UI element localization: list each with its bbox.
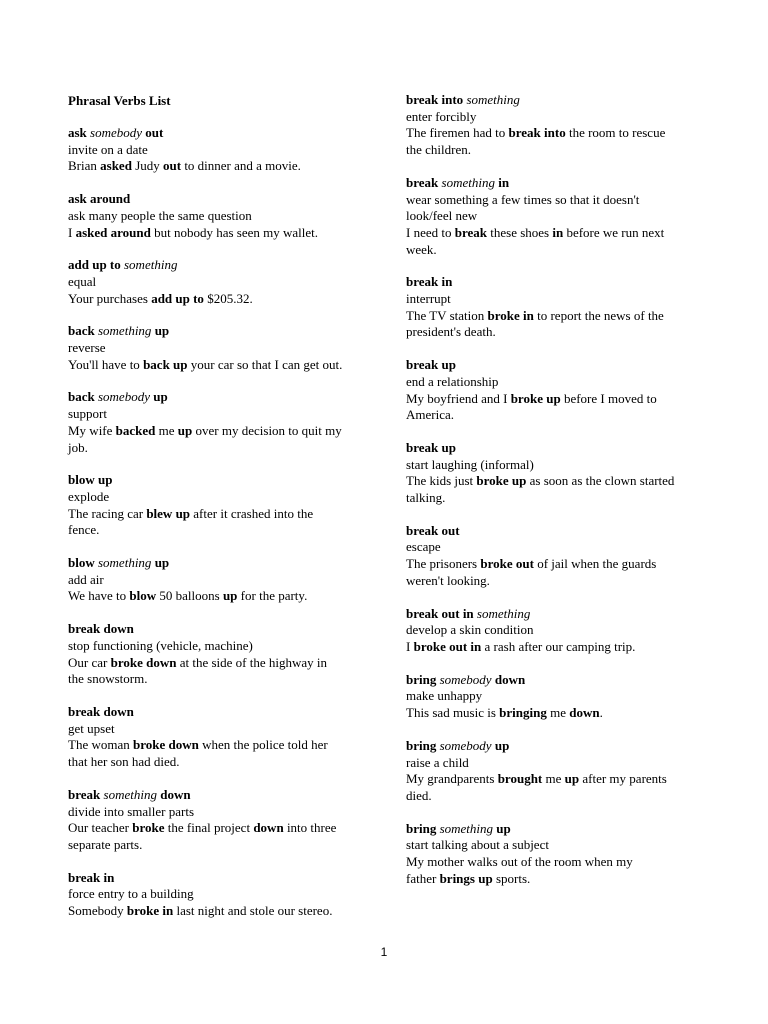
entry-definition: wear something a few times so that it doesn't [406, 191, 640, 207]
entry-example-line [406, 125, 716, 142]
entry-example-line [68, 158, 368, 175]
entry-definition: raise a child [406, 754, 469, 770]
entry-definition: make unhappy [406, 688, 483, 704]
entry-headword [406, 92, 716, 109]
text-run: of jail when the guards [533, 556, 657, 572]
phrasal-verb-entry [406, 274, 716, 341]
entry-headword [406, 175, 716, 192]
text-run: a rash after our camping trip. [481, 638, 636, 654]
bold-text: break up [406, 439, 456, 455]
text-run: I [406, 638, 414, 654]
text-run: the snowstorm. [68, 671, 148, 687]
entry-definition: enter forcibly [406, 108, 477, 124]
entry-example-line [68, 837, 368, 854]
entry-definition: divide into smaller parts [68, 803, 195, 819]
entry-headword [406, 672, 716, 689]
text-run: Our car [68, 654, 111, 670]
text-run: before we run next [563, 224, 665, 240]
entry-definition: escape [406, 539, 441, 555]
entry-headword [68, 704, 368, 721]
entry-example-line [68, 357, 368, 374]
phrasal-verb-entry [68, 787, 368, 854]
bold-text: break out in [406, 605, 477, 621]
text-run: for the party. [237, 588, 308, 604]
text-run: This sad music is [406, 705, 500, 721]
text-run: We have to [68, 588, 130, 604]
text-run: sports. [492, 870, 531, 886]
bold-text: down [569, 705, 600, 721]
text-run: me [546, 705, 570, 721]
bold-text: back [68, 389, 98, 405]
entry-headword [68, 555, 368, 572]
italic-text: somebody [97, 389, 150, 405]
entry-definition: add air [68, 571, 104, 587]
entry-headword [68, 125, 368, 142]
text-run: Judy [131, 158, 163, 174]
bold-text: blow [68, 555, 98, 571]
text-run: after it crashed into the [190, 505, 314, 521]
phrasal-verb-entry [406, 92, 716, 159]
entry-example-line [406, 142, 716, 159]
entry-definition: reverse [68, 340, 106, 356]
entry-example-line [68, 655, 368, 672]
bold-text: up [493, 820, 511, 836]
text-run: Brian [68, 158, 101, 174]
entry-definition: interrupt [406, 291, 451, 307]
text-run: My boyfriend and I [406, 390, 511, 406]
entry-definition: equal [68, 273, 97, 289]
bold-text: back [68, 323, 98, 339]
entry-definition: force entry to a building [68, 886, 194, 902]
text-run: fence. [68, 522, 100, 538]
entry-example-line [406, 639, 716, 656]
italic-text: somebody [439, 737, 492, 753]
phrasal-verb-entry [68, 472, 368, 539]
entry-example-line [406, 407, 716, 424]
entry-example-line [406, 225, 716, 242]
text-run: Your purchases [68, 290, 152, 306]
bold-text: broke up [476, 473, 527, 489]
bold-text: break [454, 224, 487, 240]
entry-example-line [406, 854, 716, 871]
entry-headword [68, 323, 368, 340]
text-run: Our teacher [68, 820, 133, 836]
text-run: week. [406, 241, 437, 257]
entry-example-line [406, 391, 716, 408]
text-run: $205.32. [203, 290, 253, 306]
entry-example-line [406, 490, 716, 507]
entry-definition-continued: look/feel new [406, 208, 478, 224]
entry-example-line [68, 522, 368, 539]
entry-headword [68, 389, 368, 406]
text-run: I [68, 224, 76, 240]
phrasal-verb-entry [68, 191, 368, 241]
text-run: My wife [68, 422, 116, 438]
bold-text: break down [68, 621, 134, 637]
text-run: talking. [406, 490, 446, 506]
bold-text: broke [132, 820, 165, 836]
phrasal-verb-entry [68, 125, 368, 175]
bold-text: broke out [480, 556, 534, 572]
bold-text: break into [508, 125, 566, 141]
italic-text: something [97, 323, 152, 339]
entry-headword [68, 621, 368, 638]
entry-example-line [68, 820, 368, 837]
text-run: these shoes [487, 224, 553, 240]
entry-definition: explode [68, 488, 110, 504]
bold-text: broke in [487, 307, 534, 323]
phrasal-verb-entry [406, 175, 716, 259]
bold-text: bring [406, 737, 440, 753]
phrasal-verb-entry [406, 440, 716, 507]
entry-headword [406, 523, 716, 540]
bold-text: broke down [110, 654, 177, 670]
text-run: me [542, 771, 565, 787]
entry-example-line [68, 754, 368, 771]
phrasal-verb-entry [406, 606, 716, 656]
text-run: last night and stole our stereo. [173, 903, 333, 919]
entry-example-line [406, 573, 716, 590]
bold-text: break in [68, 869, 115, 885]
text-run: when the police told her [198, 737, 328, 753]
bold-text: broke up [510, 390, 561, 406]
entry-headword [406, 274, 716, 291]
entry-headword [406, 357, 716, 374]
bold-text: in [552, 224, 564, 240]
text-run: to dinner and a movie. [181, 158, 301, 174]
entry-headword [68, 787, 368, 804]
phrasal-verb-entry [406, 672, 716, 722]
phrasal-verb-entry [68, 621, 368, 688]
entry-definition: start talking about a subject [406, 837, 549, 853]
bold-text: add up to [151, 290, 204, 306]
phrasal-verb-entry [68, 870, 368, 920]
bold-text: ask [68, 125, 91, 140]
text-run: The racing car [68, 505, 147, 521]
text-run: but nobody has seen my wallet. [150, 224, 319, 240]
bold-text: break into [406, 92, 467, 107]
entry-definition: develop a skin condition [406, 622, 534, 638]
entry-definition: ask many people the same question [68, 207, 252, 223]
bold-text: break [68, 786, 104, 802]
text-run: before I moved to [560, 390, 657, 406]
entry-headword [406, 738, 716, 755]
italic-text: somebody [439, 671, 492, 687]
italic-text: somebody [90, 125, 143, 140]
phrasal-verb-entry [406, 738, 716, 805]
page-title: Phrasal Verbs List [68, 93, 171, 108]
text-run: separate parts. [68, 836, 143, 852]
bold-text: break out [406, 522, 460, 538]
phrasal-verb-entry [68, 389, 368, 456]
text-run: the children. [406, 142, 471, 158]
entry-example-line [68, 506, 368, 523]
text-run: your car so that I can get out. [187, 356, 343, 372]
text-run: after my parents [579, 771, 667, 787]
entry-headword [68, 191, 368, 208]
bold-text: blew up [146, 505, 191, 521]
bold-text: bring [406, 671, 440, 687]
page-number: 1 [380, 945, 388, 959]
italic-text: something [97, 555, 152, 571]
text-run: the room to rescue [565, 125, 666, 141]
bold-text: up [564, 771, 580, 787]
italic-text: something [124, 257, 178, 273]
text-run: The woman [68, 737, 133, 753]
text-run: into three [283, 820, 337, 836]
bold-text: in [494, 174, 510, 190]
text-run: weren't looking. [406, 572, 490, 588]
italic-text: something [466, 92, 520, 107]
entry-example-line [406, 705, 716, 722]
entry-headword [406, 821, 716, 838]
entry-example-line [406, 308, 716, 325]
entry-example-line [406, 242, 716, 259]
entry-example-line [406, 324, 716, 341]
bold-text: break up [406, 357, 456, 373]
text-run: at the side of the highway in [176, 654, 328, 670]
bold-text: ask around [68, 191, 131, 207]
bold-text: down [156, 786, 191, 802]
bold-text: broke down [132, 737, 199, 753]
bold-text: blow up [68, 472, 113, 488]
bold-text: add up to [68, 257, 124, 273]
phrasal-verb-entry [68, 555, 368, 605]
text-run: The TV station [406, 307, 488, 323]
entry-example-line [406, 788, 716, 805]
italic-text: something [476, 605, 531, 621]
entry-headword [406, 606, 716, 623]
phrasal-verb-entry [406, 821, 716, 888]
entry-example-line [68, 737, 368, 754]
bold-text: out [163, 158, 182, 174]
entry-headword [68, 870, 368, 887]
entry-definition: stop functioning (vehicle, machine) [68, 637, 253, 653]
entry-definition: start laughing (informal) [406, 456, 534, 472]
phrasal-verb-entry [68, 257, 368, 307]
entry-example-line [68, 903, 368, 920]
bold-text: up [491, 737, 510, 753]
entry-example-line [68, 291, 368, 308]
text-run: father [406, 870, 440, 886]
bold-text: down [491, 671, 526, 687]
text-run: You'll have to [68, 356, 144, 372]
bold-text: break [406, 174, 442, 190]
bold-text: blow [129, 588, 157, 604]
entry-example-line [68, 671, 368, 688]
phrasal-verb-entry [406, 523, 716, 590]
entry-headword [68, 257, 368, 274]
text-run: job. [68, 439, 88, 455]
bold-text: up [177, 422, 193, 438]
text-run: me [155, 422, 178, 438]
entry-definition: invite on a date [68, 141, 148, 157]
text-run: that her son had died. [68, 754, 180, 770]
text-run: The prisoners [406, 556, 481, 572]
entry-example-line [406, 556, 716, 573]
bold-text: break in [406, 274, 453, 290]
italic-text: something [103, 786, 157, 802]
bold-text: out [142, 125, 164, 140]
phrasal-verb-entry [406, 357, 716, 424]
entry-example-line [406, 473, 716, 490]
entry-definition: get upset [68, 720, 115, 736]
bold-text: up [151, 555, 170, 571]
text-run: to report the news of the [533, 307, 664, 323]
bold-text: break down [68, 703, 134, 719]
entry-example-line [68, 588, 368, 605]
bold-text: bring [406, 820, 440, 836]
phrasal-verb-entry [68, 704, 368, 771]
text-run: America. [406, 407, 455, 423]
bold-text: bringing [499, 705, 547, 721]
text-run: My mother walks out of the room when my [406, 854, 633, 870]
text-run: The kids just [406, 473, 477, 489]
entry-headword [68, 472, 368, 489]
entry-definition: end a relationship [406, 373, 499, 389]
entry-example-line [406, 871, 716, 888]
text-run: Somebody [68, 903, 127, 919]
bold-text: brings up [439, 870, 493, 886]
bold-text: up [149, 389, 168, 405]
entry-example-line [68, 423, 368, 440]
entry-example-line [406, 771, 716, 788]
bold-text: back up [143, 356, 188, 372]
italic-text: something [439, 820, 494, 836]
text-run: 50 balloons [156, 588, 223, 604]
text-run: died. [406, 787, 432, 803]
bold-text: up [151, 323, 170, 339]
right-column [406, 92, 716, 903]
text-run: . [599, 705, 603, 721]
bold-text: asked [100, 158, 132, 174]
bold-text: asked around [75, 224, 151, 240]
text-run: The firemen had to [406, 125, 509, 141]
left-column [68, 92, 368, 936]
bold-text: up [222, 588, 238, 604]
entry-example-line [68, 225, 368, 242]
bold-text: brought [497, 771, 543, 787]
text-run: I need to [406, 224, 455, 240]
text-run: the final project [164, 820, 254, 836]
bold-text: backed [115, 422, 156, 438]
italic-text: something [441, 174, 495, 190]
bold-text: down [253, 820, 284, 836]
entry-example-line [68, 440, 368, 457]
text-run: president's death. [406, 324, 496, 340]
entry-definition: support [68, 406, 107, 422]
phrasal-verb-entry [68, 323, 368, 373]
text-run: over my decision to quit my [192, 422, 342, 438]
bold-text: broke out in [413, 638, 482, 654]
text-run: My grandparents [406, 771, 498, 787]
entry-headword [406, 440, 716, 457]
text-run: as soon as the clown started [526, 473, 675, 489]
bold-text: broke in [126, 903, 174, 919]
